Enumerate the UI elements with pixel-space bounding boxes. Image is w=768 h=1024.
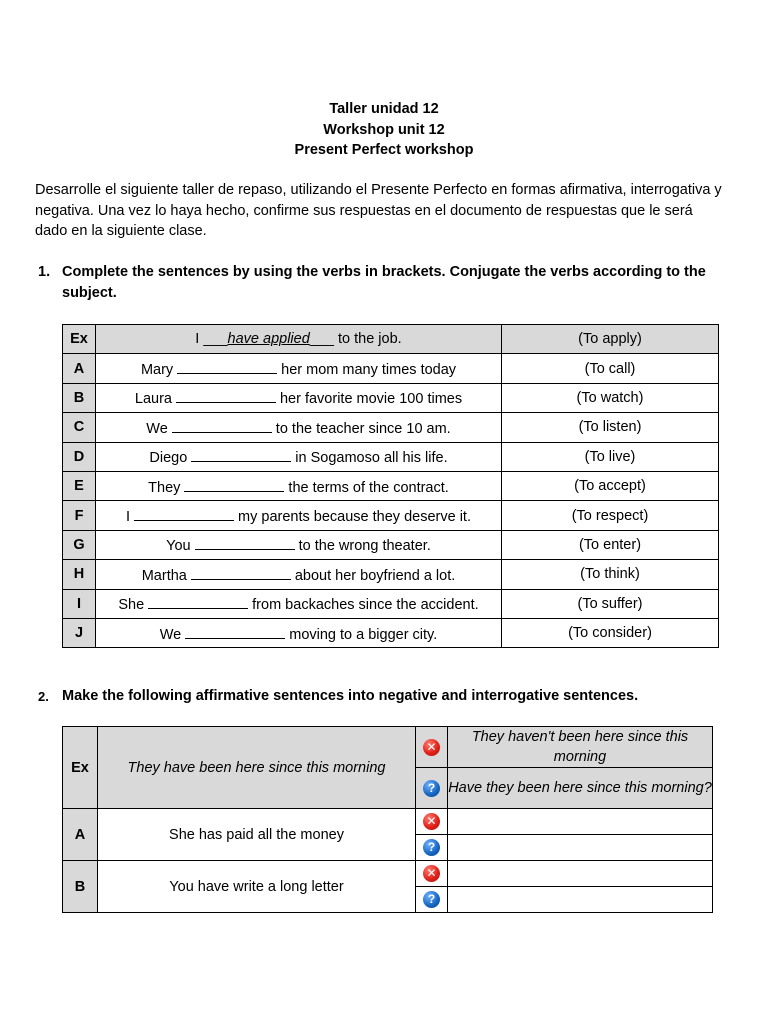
- row-letter: C: [63, 413, 96, 442]
- answer-blank[interactable]: [184, 477, 284, 492]
- conjugation-table: [62, 324, 719, 648]
- transformation-table: [62, 726, 713, 913]
- sentence-cell: [96, 413, 502, 442]
- title-line-3: Present Perfect workshop: [294, 142, 474, 158]
- interrogative-icon-cell: [416, 887, 448, 913]
- row-letter: Ex: [63, 727, 98, 809]
- table-row: [63, 618, 719, 647]
- sentence-rest: the terms of the contract.: [288, 479, 449, 496]
- verb-cell: (To think): [502, 560, 719, 589]
- verb-cell: (To suffer): [502, 589, 719, 618]
- sentence-rest: to the teacher since 10 am.: [275, 420, 451, 437]
- verb-cell: (To call): [502, 354, 719, 383]
- section-2-instruction: Make the following affirmative sentences into negative and interrogative sentences.: [62, 688, 639, 704]
- sentence-rest: her mom many times today: [281, 362, 457, 379]
- sentence-subject: Mary: [140, 362, 174, 379]
- row-letter: E: [63, 471, 96, 500]
- example-after: ___ to the job.: [309, 331, 402, 348]
- answer-blank[interactable]: [172, 418, 272, 433]
- section-2-heading: [38, 686, 718, 707]
- sentence-cell: [96, 442, 502, 471]
- title-line-1: Taller unidad 12: [329, 101, 439, 117]
- sentence-cell: [96, 383, 502, 412]
- sentence-rest: about her boyfriend a lot.: [294, 567, 456, 584]
- row-letter: F: [63, 501, 96, 530]
- row-letter: J: [63, 618, 96, 647]
- table-row-example: [63, 325, 719, 354]
- x-circle-icon: ✕: [423, 865, 440, 882]
- sentence-cell: [96, 471, 502, 500]
- sentence-cell: She has paid all the money: [98, 809, 416, 861]
- sentence-subject: Martha: [141, 567, 187, 584]
- sentence-subject: We: [159, 626, 182, 643]
- sentence-cell: [96, 501, 502, 530]
- sentence-rest: in Sogamoso all his life.: [295, 450, 448, 467]
- verb-cell: (To consider): [502, 618, 719, 647]
- interrogative-answer-field[interactable]: [448, 887, 713, 913]
- verb-cell: (To accept): [502, 471, 719, 500]
- table-row: [63, 809, 713, 835]
- answer-blank[interactable]: [148, 594, 248, 609]
- answer-blank[interactable]: [191, 565, 291, 580]
- sentence-rest: from backaches since the accident.: [252, 597, 479, 614]
- table-row: [63, 501, 719, 530]
- row-letter: B: [63, 861, 98, 913]
- negative-answer-field[interactable]: [448, 861, 713, 887]
- table-row-example: [63, 727, 713, 768]
- sentence-cell: [96, 354, 502, 383]
- x-circle-icon: ✕: [423, 739, 440, 756]
- example-verb: (To apply): [502, 325, 719, 354]
- example-answer: have applied: [227, 331, 310, 348]
- answer-blank[interactable]: [134, 506, 234, 521]
- answer-blank[interactable]: [195, 535, 295, 550]
- sentence-subject: Diego: [149, 450, 188, 467]
- sentence-cell: [96, 589, 502, 618]
- table-row: [63, 354, 719, 383]
- verb-cell: (To live): [502, 442, 719, 471]
- answer-blank[interactable]: [185, 624, 285, 639]
- example-sentence: They have been here since this morning: [98, 727, 416, 809]
- sentence-cell: [96, 530, 502, 559]
- example-interrogative: Have they been here since this morning?: [448, 768, 713, 809]
- sentence-cell: You have write a long letter: [98, 861, 416, 913]
- table-row: [63, 442, 719, 471]
- row-letter: Ex: [63, 325, 96, 354]
- row-letter: A: [63, 354, 96, 383]
- answer-blank[interactable]: [177, 359, 277, 374]
- verb-cell: (To listen): [502, 413, 719, 442]
- row-letter: D: [63, 442, 96, 471]
- sentence-rest: moving to a bigger city.: [289, 626, 438, 643]
- table-row: [63, 560, 719, 589]
- document-title: [0, 99, 768, 161]
- question-circle-icon: ?: [423, 839, 440, 856]
- negative-icon-cell: [416, 727, 448, 768]
- example-sentence: [96, 325, 502, 354]
- row-letter: G: [63, 530, 96, 559]
- sentence-subject: She: [118, 597, 145, 614]
- verb-cell: (To respect): [502, 501, 719, 530]
- sentence-rest: to the wrong theater.: [298, 538, 431, 555]
- interrogative-icon-cell: [416, 835, 448, 861]
- section-1-heading: [38, 262, 718, 304]
- negative-answer-field[interactable]: [448, 809, 713, 835]
- sentence-cell: [96, 618, 502, 647]
- title-line-2: Workshop unit 12: [323, 121, 445, 138]
- intro-paragraph: Desarrolle el siguiente taller de repaso, utilizando el Presente Perfecto en formas afirmativa, interrogativa y negativa. Una vez lo haya hecho, confirme sus respuestas en el documento de respuestas que le será dado en la siguiente clase.: [35, 182, 722, 239]
- table-row: [63, 471, 719, 500]
- row-letter: H: [63, 560, 96, 589]
- row-letter: A: [63, 809, 98, 861]
- sentence-cell: [96, 560, 502, 589]
- verb-cell: (To enter): [502, 530, 719, 559]
- table-row: [63, 530, 719, 559]
- table-row: [63, 861, 713, 887]
- question-circle-icon: ?: [423, 891, 440, 908]
- negative-icon-cell: [416, 809, 448, 835]
- verb-cell: (To watch): [502, 383, 719, 412]
- row-letter: I: [63, 589, 96, 618]
- answer-blank[interactable]: [176, 388, 276, 403]
- example-before: I ___: [195, 331, 228, 348]
- table-row: [63, 413, 719, 442]
- sentence-rest: my parents because they deserve it.: [238, 509, 471, 526]
- sentence-subject: I: [126, 509, 131, 526]
- sentence-subject: They: [148, 479, 181, 496]
- interrogative-icon-cell: [416, 768, 448, 809]
- sentence-subject: Laura: [134, 391, 172, 408]
- sentence-subject: You: [166, 538, 191, 555]
- negative-icon-cell: [416, 861, 448, 887]
- question-circle-icon: ?: [423, 780, 440, 797]
- row-letter: B: [63, 383, 96, 412]
- interrogative-answer-field[interactable]: [448, 835, 713, 861]
- section-1-instruction: Complete the sentences by using the verbs in brackets. Conjugate the verbs according to the subject.: [62, 264, 706, 301]
- answer-blank[interactable]: [191, 447, 291, 462]
- sentence-rest: her favorite movie 100 times: [279, 391, 463, 408]
- x-circle-icon: ✕: [423, 813, 440, 830]
- example-negative: They haven't been here since this morning: [448, 727, 713, 768]
- sentence-subject: We: [146, 420, 168, 437]
- table-row: [63, 589, 719, 618]
- table-row: [63, 383, 719, 412]
- section-1-number: 1.: [38, 264, 51, 280]
- section-2-number: 2.: [38, 689, 49, 704]
